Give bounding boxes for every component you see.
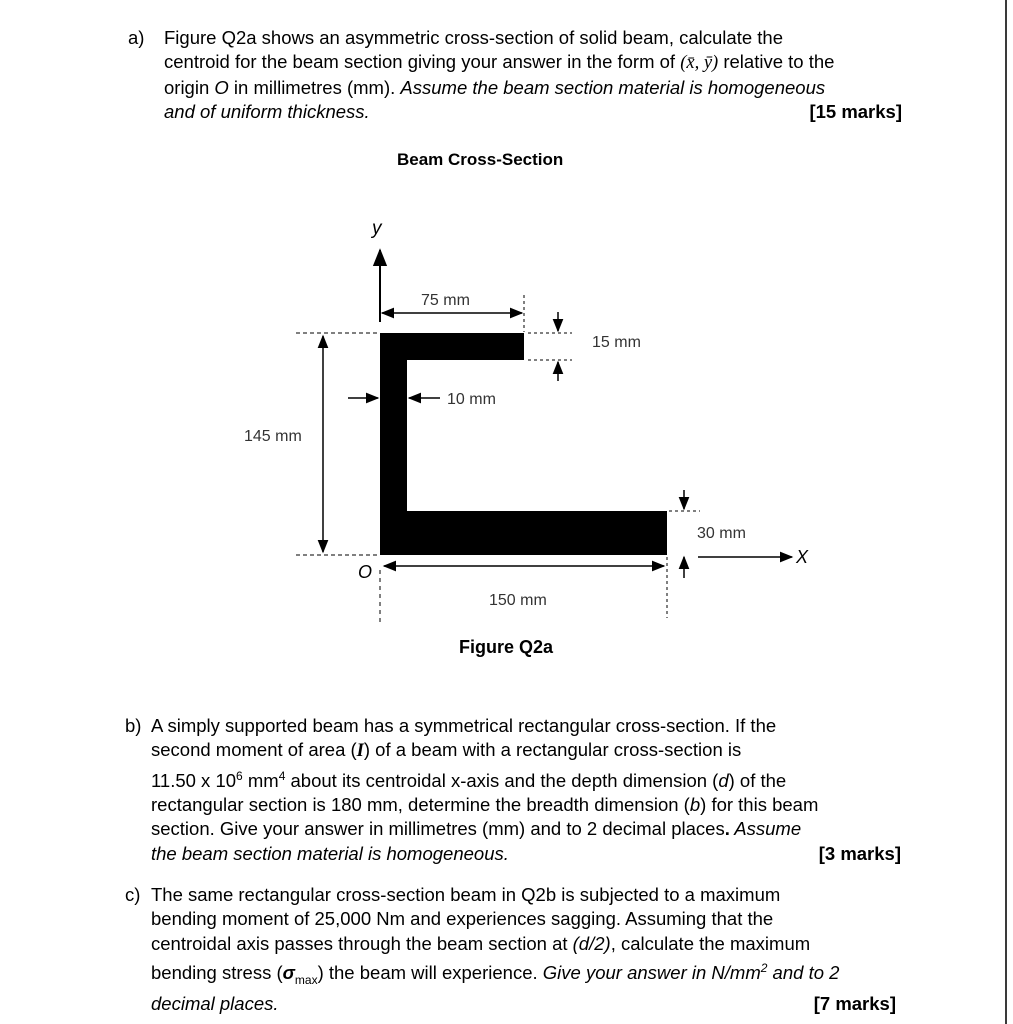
centroid-symbol: (x̄, ȳ) bbox=[680, 53, 719, 74]
y-axis-label: y bbox=[372, 218, 382, 239]
question-b-line-4: rectangular section is 180 mm, determine the breadth dimension (b) for this beam bbox=[151, 794, 819, 816]
question-b-line-6: the beam section material is homogeneous. [3 marks] bbox=[151, 842, 901, 866]
question-c-line-3: centroidal axis passes through the beam section at (d/2), calculate the maximum bbox=[151, 932, 811, 954]
question-c-line-4: bending stress $(\sigma_{max})$ the beam will experience. Give your answer in $N/mm^2$ and to 2 bbox=[151, 960, 840, 987]
dim-75-label: 75 mm bbox=[421, 292, 470, 309]
question-b-line-3: 11.50 x $10^6$ $mm^4$ about its centroidal x-axis and the depth dimension (d) of the bbox=[151, 768, 787, 791]
question-a-line-3: origin O in millimetres (mm). Assume the beam section material is homogeneous bbox=[164, 76, 826, 98]
sigma-symbol: σ bbox=[282, 962, 295, 984]
x-axis-label: X bbox=[796, 547, 809, 567]
question-c-line-2: bending moment of 25,000 Nm and experiences sagging. Assuming that the bbox=[151, 908, 774, 930]
question-b-line-1: A simply supported beam has a symmetrical rectangular cross-section. If the bbox=[151, 715, 777, 736]
question-b-label: b) bbox=[125, 715, 142, 736]
figure-title: Beam Cross-Section bbox=[397, 150, 564, 169]
question-b-line-2: second moment of area (I) of a beam with a rectangular cross-section is bbox=[151, 739, 742, 762]
question-a-line-1: Figure Q2a shows an asymmetric cross-section of solid beam, calculate the bbox=[164, 27, 783, 48]
question-a-line-2: centroid for the beam section giving your answer in the form of (x̄, ȳ) relative to the bbox=[164, 51, 835, 74]
question-c-line-5: decimal places. [7 marks] bbox=[151, 992, 896, 1016]
question-b-marks: [3 marks] bbox=[818, 842, 901, 864]
origin-label: O bbox=[358, 562, 373, 582]
question-c-line-1: The same rectangular cross-section beam in Q2b is subjected to a maximum bbox=[151, 884, 781, 905]
question-b-line-5: section. Give your answer in millimetres (mm) and to 2 decimal places. Assume bbox=[151, 818, 802, 840]
question-a-label: a) bbox=[128, 27, 145, 48]
beam-section-shape bbox=[380, 333, 667, 555]
question-c-marks: [7 marks] bbox=[813, 993, 896, 1015]
dim-10-label: 10 mm bbox=[447, 391, 496, 408]
question-a-marks: [15 marks] bbox=[809, 100, 902, 122]
second-moment-symbol: I bbox=[356, 741, 364, 762]
question-a-line-4: and of uniform thickness. [15 marks] bbox=[164, 100, 902, 124]
dim-150-label: 150 mm bbox=[489, 592, 547, 609]
dim-30-label: 30 mm bbox=[697, 525, 746, 542]
origin-symbol: O bbox=[214, 76, 229, 98]
figure-caption: Figure Q2a bbox=[459, 637, 554, 657]
question-b bbox=[125, 714, 901, 866]
dim-145-label: 145 mm bbox=[244, 428, 302, 445]
question-c bbox=[125, 883, 896, 1016]
dim-15-label: 15 mm bbox=[592, 334, 641, 351]
question-c-label: c) bbox=[125, 884, 141, 905]
